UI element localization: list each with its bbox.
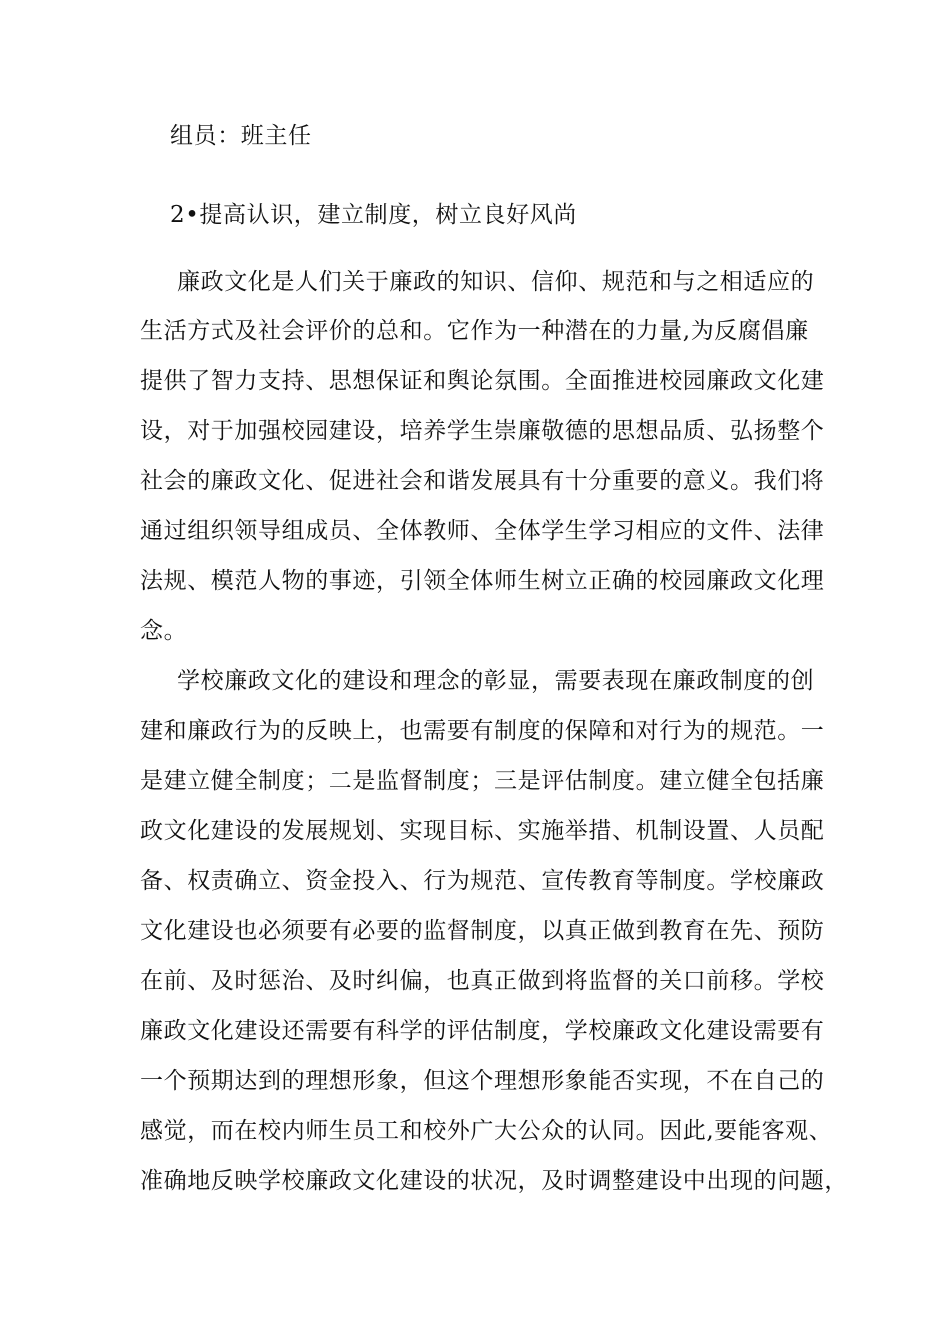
paragraph-1-line-7: 法规、模范人物的事迹，引领全体师生树立正确的校园廉政文化理	[140, 568, 825, 594]
paragraph-1-line-3: 提供了智力支持、思想保证和舆论氛围。全面推进校园廉政文化建	[140, 368, 825, 394]
paragraph-2-line-1: 学校廉政文化的建设和理念的彰显，需要表现在廉政制度的创	[177, 668, 815, 694]
paragraph-1-line-2: 生活方式及社会评价的总和。它作为一种潜在的力量,为反腐倡廉	[140, 318, 809, 344]
paragraph-2-line-5: 备、权责确立、资金投入、行为规范、宣传教育等制度。学校廉政	[140, 868, 825, 894]
paragraph-2-line-6: 文化建设也必须要有必要的监督制度，以真正做到教育在先、预防	[140, 918, 825, 944]
member-line: 组员：班主任	[170, 123, 312, 149]
paragraph-2-line-2: 建和廉政行为的反映上，也需要有制度的保障和对行为的规范。一	[140, 718, 825, 744]
paragraph-2-line-7: 在前、及时惩治、及时纠偏，也真正做到将监督的关口前移。学校	[140, 968, 825, 994]
paragraph-1-line-6: 通过组织领导组成员、全体教师、全体学生学习相应的文件、法律	[140, 518, 825, 544]
paragraph-2-line-4: 政文化建设的发展规划、实现目标、实施举措、机制设置、人员配	[140, 818, 825, 844]
paragraph-2-line-9: 一个预期达到的理想形象，但这个理想形象能否实现，不在自己的	[140, 1068, 825, 1094]
paragraph-2-line-3: 是建立健全制度；二是监督制度；三是评估制度。建立健全包括廉	[140, 768, 825, 794]
paragraph-1-line-1: 廉政文化是人们关于廉政的知识、信仰、规范和与之相适应的	[177, 269, 815, 295]
paragraph-2-line-11: 准确地反映学校廉政文化建设的状况，及时调整建设中出现的问题，	[140, 1168, 848, 1194]
section-heading: 2•提高认识，建立制度，树立良好风尚	[170, 202, 577, 228]
paragraph-1-line-4: 设，对于加强校园建设，培养学生崇廉敬德的思想品质、弘扬整个	[140, 418, 825, 444]
paragraph-1-line-8: 念。	[140, 618, 188, 644]
paragraph-1-line-5: 社会的廉政文化、促进社会和谐发展具有十分重要的意义。我们将	[140, 468, 825, 494]
paragraph-2-line-10: 感觉，而在校内师生员工和校外广大公众的认同。因此,要能客观、	[140, 1118, 833, 1144]
paragraph-2-line-8: 廉政文化建设还需要有科学的评估制度，学校廉政文化建设需要有	[140, 1018, 825, 1044]
